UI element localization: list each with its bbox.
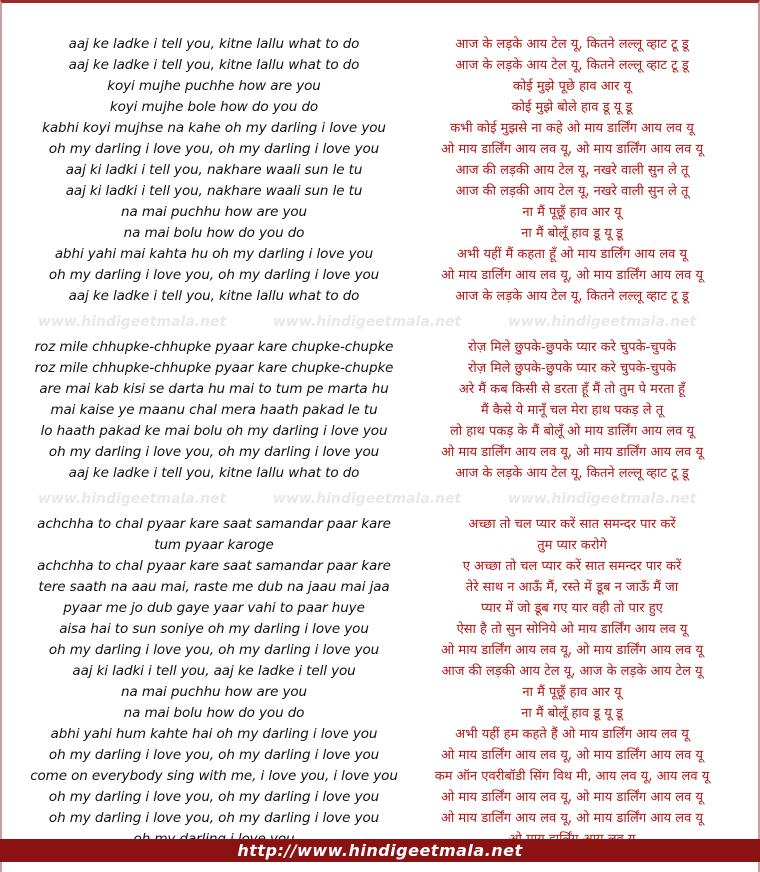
lyric-line (0, 202, 760, 223)
watermark-text: www.hindigeetmala.net (273, 314, 462, 330)
lyric-line-hindi: ए अच्छा तो चल प्यार करें सात समन्दर पार करें (462, 559, 682, 574)
lyric-line-roman: aaj ki ladki i tell you, nakhare waali sun le tu (65, 183, 363, 199)
lyric-line-hindi: ना मैं पूछूँ हाव आर यू (522, 205, 622, 220)
lyric-line-roman: kabhi koyi mujhse na kahe oh my darling i love you (42, 120, 386, 136)
lyric-line-roman: aaj ki ladki i tell you, nakhare waali sun le tu (65, 162, 363, 178)
lyric-line-hindi: मैं कैसे ये मानूँ चल मेरा हाथ पकड़ ले तू (480, 403, 664, 418)
lyric-line-roman: na mai bolu how do you do (123, 225, 305, 241)
lyric-line (0, 139, 760, 160)
footer-url-link[interactable]: http://www.hindigeetmala.net (0, 839, 760, 862)
lyric-line-hindi: ना मैं पूछूँ हाव आर यू (522, 685, 622, 700)
lyric-line-hindi: ओ माय डार्लिंग आय लव यू, ओ माय डार्लिंग आय लव यू (440, 748, 703, 763)
lyric-line-hindi: ऐसा है तो सुन सोनिये ओ माय डार्लिंग आय लव यू (456, 622, 688, 637)
lyric-line-roman: aaj ke ladke i tell you, kitne lallu what to do (68, 36, 360, 52)
lyric-line-hindi: ओ माय डार्लिंग आय लव यू, ओ माय डार्लिंग आय लव यू (440, 643, 703, 658)
lyric-line-roman: roz mile chhupke-chhupke pyaar kare chupke-chupke (34, 360, 394, 376)
lyric-line-hindi: कोई मुझे बोले हाव डू यू डू (511, 100, 633, 115)
lyric-line (0, 55, 760, 76)
lyric-line-roman: achchha to chal pyaar kare saat samandar paar kare (37, 558, 391, 574)
lyric-line-roman: tum pyaar karoge (154, 537, 274, 553)
lyric-line (0, 766, 760, 787)
lyric-line-hindi: ओ माय डार्लिंग आय लव यू, ओ माय डार्लिंग आय लव यू (440, 268, 703, 283)
lyric-line (0, 286, 760, 307)
lyric-line (0, 703, 760, 724)
lyric-line-hindi: अरे मैं कब किसी से डरता हूँ मैं तो तुम पे मरता हूँ (458, 382, 686, 397)
lyric-line-roman: aaj ke ladke i tell you, kitne lallu what to do (68, 288, 360, 304)
lyric-line-roman: na mai puchhu how are you (121, 204, 307, 220)
lyric-line (0, 442, 760, 463)
lyric-line (0, 223, 760, 244)
lyric-line (0, 160, 760, 181)
lyric-line (0, 265, 760, 286)
lyric-line-hindi: आज के लड़के आय टेल यू, कितने लल्लू व्हाट टू डू (455, 466, 689, 481)
lyric-line-hindi: आज की लड़की आय टेल यू, नखरे वाली सुन ले तू (455, 163, 689, 178)
lyric-line-roman: come on everybody sing with me, i love you, i love you (30, 768, 398, 784)
watermark-text: www.hindigeetmala.net (273, 491, 462, 507)
lyric-line (0, 358, 760, 379)
watermark-text: www.hindigeetmala.net (508, 314, 697, 330)
lyric-line-hindi: ओ माय डार्लिंग आय लव यू, ओ माय डार्लिंग आय लव यू (440, 142, 703, 157)
lyric-line-roman: lo haath pakad ke mai bolu oh my darling i love you (40, 423, 388, 439)
lyric-line-roman: oh my darling i love you, oh my darling i love you (48, 747, 380, 763)
lyric-line (0, 463, 760, 484)
lyric-line (0, 97, 760, 118)
watermark-text: www.hindigeetmala.net (508, 491, 697, 507)
lyric-line-roman: na mai bolu how do you do (123, 705, 305, 721)
lyric-line-roman: aisa hai to sun soniye oh my darling i love you (59, 621, 369, 637)
lyric-line (0, 577, 760, 598)
lyric-line-hindi: ना मैं बोलूँ हाव डू यू डू (521, 226, 623, 241)
lyric-line (0, 181, 760, 202)
lyric-line-hindi: कम ऑन एवरीबॉडी सिंग विथ मी, आय लव यू, आय लव यू (434, 769, 710, 784)
lyric-line-roman: abhi yahi hum kahte hai oh my darling i love you (50, 726, 378, 742)
lyric-line (0, 337, 760, 358)
lyric-line-roman: mai kaise ye maanu chal mera haath pakad le tu (50, 402, 378, 418)
lyric-line (0, 76, 760, 97)
lyric-line-roman: roz mile chhupke-chhupke pyaar kare chupke-chupke (34, 339, 394, 355)
lyric-line-roman: oh my darling i love you, oh my darling i love you (48, 267, 380, 283)
lyric-line-hindi: तेरे साथ न आऊँ मैं, रस्ते में डूब न जाऊँ मैं जा (465, 580, 679, 595)
lyric-line-hindi: तुम प्यार करोगे (537, 538, 607, 553)
lyric-line-roman: oh my darling i love you, oh my darling i love you (48, 810, 380, 826)
lyric-line-hindi: रोज़ मिले छुपके-छुपके प्यार करे चुपके-चुपके (468, 361, 676, 376)
lyric-line (0, 724, 760, 745)
lyric-line (0, 535, 760, 556)
lyric-line-hindi: अच्छा तो चल प्यार करें सात समन्दर पार करें (468, 517, 676, 532)
lyric-line (0, 421, 760, 442)
lyric-line-roman: aaj ke ladke i tell you, kitne lallu what to do (68, 465, 360, 481)
lyric-line (0, 787, 760, 808)
lyric-line (0, 619, 760, 640)
watermark-row (0, 307, 760, 337)
lyric-line-hindi: ओ माय डार्लिंग आय लव यू, ओ माय डार्लिंग आय लव यू (440, 811, 703, 826)
lyrics-container (0, 34, 760, 850)
lyric-line-roman: oh my darling i love you, oh my darling i love you (48, 789, 380, 805)
stanza (0, 34, 760, 307)
lyric-line-roman: koyi mujhe puchhe how are you (107, 78, 321, 94)
lyric-line-hindi: आज की लड़की आय टेल यू, नखरे वाली सुन ले तू (455, 184, 689, 199)
lyric-line (0, 400, 760, 421)
lyric-line-roman: aaj ke ladke i tell you, kitne lallu what to do (68, 57, 360, 73)
lyric-line (0, 514, 760, 535)
lyric-line (0, 808, 760, 829)
lyric-line (0, 682, 760, 703)
lyric-line-roman: oh my darling i love you, oh my darling i love you (48, 444, 380, 460)
lyric-line-hindi: ओ माय डार्लिंग आय लव यू, ओ माय डार्लिंग आय लव यू (440, 790, 703, 805)
lyric-line (0, 661, 760, 682)
lyric-line-roman: achchha to chal pyaar kare saat samandar paar kare (37, 516, 391, 532)
lyric-line-hindi: लो हाथ पकड़ के मैं बोलूँ ओ माय डार्लिंग आय लव यू (449, 424, 695, 439)
lyric-line-roman: koyi mujhe bole how do you do (109, 99, 319, 115)
stanza (0, 514, 760, 850)
lyric-line-hindi: ओ माय डार्लिंग आय लव यू, ओ माय डार्लिंग आय लव यू (440, 445, 703, 460)
lyric-line (0, 34, 760, 55)
lyric-line-hindi: आज के लड़के आय टेल यू, कितने लल्लू व्हाट टू डू (455, 289, 689, 304)
lyric-line-hindi: अभी यहीं मैं कहता हूँ ओ माय डार्लिंग आय लव यू (456, 247, 688, 262)
watermark-text: www.hindigeetmala.net (38, 314, 227, 330)
lyric-line-hindi: प्यार में जो डूब गए यार वही तो पार हुए (481, 601, 663, 616)
lyric-line-hindi: अभी यहीं हम कहते हैं ओ माय डार्लिंग आय लव यू (455, 727, 689, 742)
lyric-line (0, 379, 760, 400)
lyric-line-hindi: कभी कोई मुझसे ना कहे ओ माय डार्लिंग आय लव यू (450, 121, 694, 136)
lyric-line-hindi: आज की लड़की आय टेल यू, आज के लड़के आय टेल यू (441, 664, 703, 679)
stanza (0, 337, 760, 484)
lyric-line (0, 244, 760, 265)
lyric-line (0, 118, 760, 139)
lyric-line-hindi: आज के लड़के आय टेल यू, कितने लल्लू व्हाट टू डू (455, 37, 689, 52)
lyric-line-hindi: आज के लड़के आय टेल यू, कितने लल्लू व्हाट टू डू (455, 58, 689, 73)
lyric-line-roman: oh my darling i love you, oh my darling i love you (48, 642, 380, 658)
lyric-line-roman: are mai kab kisi se darta hu mai to tum pe marta hu (39, 381, 389, 397)
lyric-line (0, 556, 760, 577)
lyric-line-roman: abhi yahi mai kahta hu oh my darling i love you (54, 246, 374, 262)
lyric-line-hindi: ना मैं बोलूँ हाव डू यू डू (521, 706, 623, 721)
lyric-line-roman: pyaar me jo dub gaye yaar vahi to paar huye (63, 600, 365, 616)
lyric-line (0, 640, 760, 661)
lyric-line-hindi: रोज़ मिले छुपके-छुपके प्यार करे चुपके-चुपके (468, 340, 676, 355)
lyric-line-roman: tere saath na aau mai, raste me dub na jaau mai jaa (38, 579, 390, 595)
lyric-line (0, 598, 760, 619)
watermark-row (0, 484, 760, 514)
lyric-line-roman: na mai puchhu how are you (121, 684, 307, 700)
lyric-line-roman: oh my darling i love you, oh my darling i love you (48, 141, 380, 157)
lyric-line-roman: aaj ki ladki i tell you, aaj ke ladke i tell you (72, 663, 356, 679)
lyric-line (0, 745, 760, 766)
lyric-line-hindi: कोई मुझे पूछे हाव आर यू (512, 79, 632, 94)
watermark-text: www.hindigeetmala.net (38, 491, 227, 507)
